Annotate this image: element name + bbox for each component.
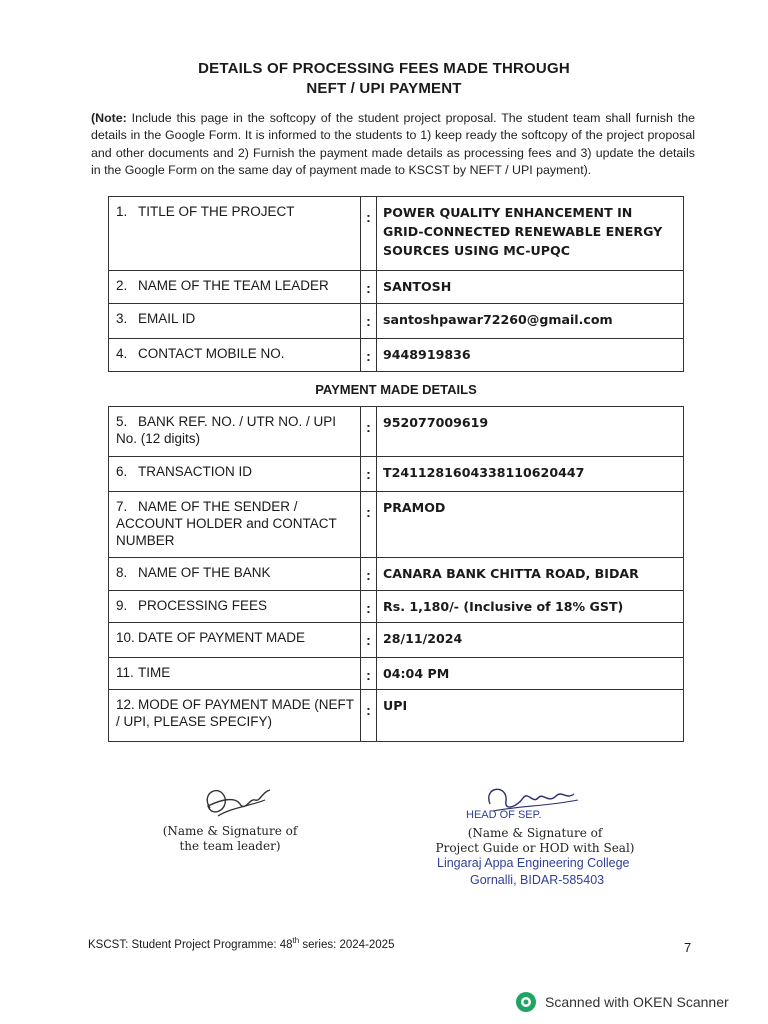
team-leader-caption [150,824,310,854]
footer-programme-text: KSCST: Student Project Programme: 48 [88,938,293,951]
colon-separator: : [366,504,371,520]
guide-caption-line2: Project Guide or HOD with Seal) [435,841,635,855]
row-label-cell [109,658,361,690]
leader-caption-line2: the team leader) [179,839,281,853]
colon-cell [361,492,377,558]
row-label-cell [109,623,361,658]
colon-separator: : [366,209,371,225]
footer-sup: th [292,936,300,945]
colon-cell [361,197,377,271]
row-label-cell [109,591,361,623]
row-value: Rs. 1,180/- (Inclusive of 18% GST) [377,591,684,623]
row-label: NAME OF THE TEAM LEADER [138,278,329,293]
payment-section-heading: PAYMENT MADE DETAILS [315,382,477,397]
row-label-cell [109,197,361,271]
row-number: 1. [116,204,128,219]
row-label: TIME [138,665,171,680]
table-row [109,407,684,457]
note-prefix: (Note: [91,111,127,125]
payment-details-table [108,406,684,742]
colon-cell [361,623,377,658]
row-label: NAME OF THE SENDER / ACCOUNT HOLDER and CONTACT NUMBER [116,499,337,548]
colon-cell [361,690,377,742]
row-value: SANTOSH [377,271,684,304]
page-number: 7 [684,940,692,955]
table-row [109,658,684,690]
seal-head-text: HEAD OF SEP. [466,809,542,821]
row-number: 4. [116,346,128,361]
colon-cell [361,591,377,623]
scanner-watermark [515,991,729,1013]
project-details-table [108,196,684,372]
row-label: EMAIL ID [138,311,196,326]
row-number: 11. [116,665,134,680]
table-row [109,339,684,372]
colon-cell [361,558,377,591]
colon-separator: : [366,419,371,435]
page-title-line1: DETAILS OF PROCESSING FEES MADE THROUGH [198,60,570,77]
row-number: 5. [116,414,128,429]
row-value: santoshpawar72260@gmail.com [377,304,684,339]
row-number: 12. [116,697,135,712]
row-label-cell [109,271,361,304]
guide-caption [430,826,640,856]
row-label: BANK REF. NO. / UTR NO. / UPI No. (12 digits) [116,414,337,446]
row-value: POWER QUALITY ENHANCEMENT IN GRID-CONNECTED RENEWABLE ENERGY SOURCES USING MC-UPQC [377,197,684,271]
row-number: 6. [116,464,128,479]
row-value: UPI [377,690,684,742]
row-number: 8. [116,565,128,580]
colon-cell [361,407,377,457]
row-value: 9448919836 [377,339,684,372]
row-label-cell [109,492,361,558]
table-row [109,690,684,742]
colon-cell [361,304,377,339]
colon-cell [361,271,377,304]
row-label: DATE OF PAYMENT MADE [138,630,306,645]
row-label-cell [109,690,361,742]
colon-separator: : [366,466,371,482]
oken-scanner-icon [515,991,537,1013]
row-number: 2. [116,278,128,293]
row-value: 952077009619 [377,407,684,457]
row-value: PRAMOD [377,492,684,558]
seal-address-text: Gornalli, BIDAR-585403 [470,873,605,887]
guide-caption-line1: (Name & Signature of [467,826,603,840]
table-row [109,197,684,271]
row-label: TITLE OF THE PROJECT [138,204,295,219]
colon-cell [361,457,377,492]
colon-cell [361,339,377,372]
team-leader-signature [190,778,280,828]
table-row [109,457,684,492]
colon-separator: : [366,313,371,329]
note-text: Include this page in the softcopy of the student project proposal. The student team shall furnish the details in the Google Form. It is informed to the students to 1) keep ready the softcopy of the project proposal and other documents and 2) Furnish the payment made details as processing fees and 3) update the details in the Google Form on the same day of payment made to KSCST by NEFT / UPI payment). [91,111,695,177]
footer-series: series: 2024-2025 [299,938,395,951]
row-value: 04:04 PM [377,658,684,690]
footer-programme [88,936,394,951]
row-value: CANARA BANK CHITTA ROAD, BIDAR [377,558,684,591]
colon-cell [361,658,377,690]
colon-separator: : [366,702,371,718]
colon-separator: : [366,600,371,616]
row-label-cell [109,339,361,372]
colon-separator: : [366,348,371,364]
table-row [109,558,684,591]
row-value: 28/11/2024 [377,623,684,658]
leader-caption-line1: (Name & Signature of [162,824,298,838]
instruction-note [91,110,695,179]
row-number: 9. [116,598,128,613]
row-number: 7. [116,499,128,514]
table-row [109,492,684,558]
row-label: NAME OF THE BANK [138,565,271,580]
row-label: TRANSACTION ID [138,464,253,479]
row-label-cell [109,558,361,591]
colon-separator: : [366,667,371,683]
table-row [109,271,684,304]
colon-separator: : [366,632,371,648]
page-title-line2: NEFT / UPI PAYMENT [306,80,462,97]
table-row [109,623,684,658]
row-number: 10. [116,630,135,645]
row-label: CONTACT MOBILE NO. [138,346,285,361]
row-value: T2411281604338110620447 [377,457,684,492]
row-label-cell [109,407,361,457]
row-label: PROCESSING FEES [138,598,268,613]
row-label-cell [109,304,361,339]
table-row [109,591,684,623]
row-label: MODE OF PAYMENT MADE (NEFT / UPI, PLEASE SPECIFY) [116,697,354,729]
scanner-label: Scanned with OKEN Scanner [545,994,729,1010]
table-row [109,304,684,339]
seal-college-text: Lingaraj Appa Engineering College [437,856,630,870]
row-label-cell [109,457,361,492]
colon-separator: : [366,280,371,296]
row-number: 3. [116,311,128,326]
colon-separator: : [366,567,371,583]
